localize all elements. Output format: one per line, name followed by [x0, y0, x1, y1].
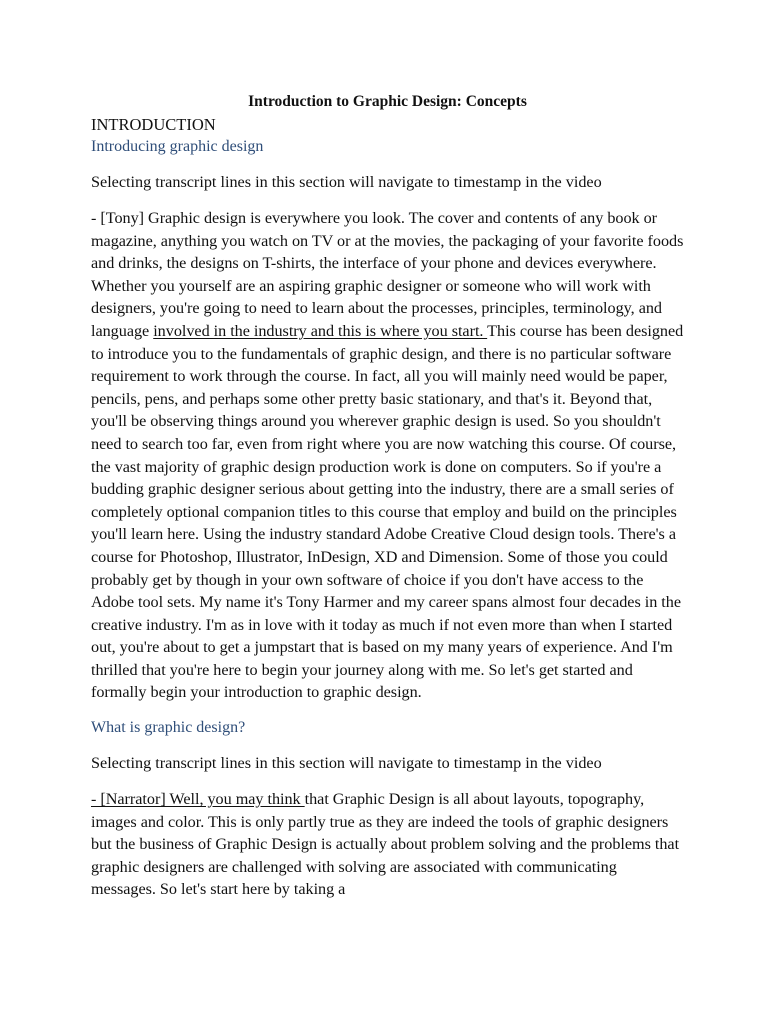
- section-kicker: INTRODUCTION: [91, 115, 216, 134]
- transcript-paragraph-intro: [91, 207, 684, 704]
- section-heading-what-is-graphic-design: What is graphic design?: [91, 719, 246, 737]
- transcript-text: that Graphic Design is all about layouts, topography, images and color. This is only partly true as they are indeed the tools of graphic designers but the business of Graphic Design is actually about problem solving and the problems that graphic designers are challenged with solving are associated with communicating messages. So let's start here by taking a: [91, 790, 680, 899]
- underlined-transcript-text: involved in the industry and this is where you start.: [153, 321, 488, 340]
- document-title: Introduction to Graphic Design: Concepts: [248, 93, 527, 110]
- transcript-text: This course has been designed to introduce you to the fundamentals of graphic design, and there is no particular software requirement to work through the course. In fact, all you will mainly need would be paper, pencils, pens, and perhaps some other pretty basic stationary, and that's it. Beyond that, you'll be observing things around you wherever graphic design is used. So you shouldn't need to search too far, even from right where you are now watching this course. Of course, the vast majority of graphic design production work is done on computers. So if you're a budding graphic designer serious about getting into the industry, there are a small series of completely optional companion titles to this course that employ and build on the principles you'll learn here. Using the industry standard Adobe Creative Cloud design tools. There's a course for Photoshop, Illustrator, InDesign, XD and Dimension. Some of those you could probably get by though in your own software of choice if you don't have access to the Adobe tool sets. My name it's Tony Harmer and my career spans almost four decades in the creative industry. I'm as in love with it today as much if not even more than when I started out, you're about to get a jumpstart that is based on my many years of experience. And I'm thrilled that you're here to begin your journey along with me. So let's get started and formally begin your introduction to graphic design.: [91, 321, 684, 702]
- transcript-paragraph-what-is: [91, 788, 684, 901]
- transcript-note: Selecting transcript lines in this section will navigate to timestamp in the video: [91, 173, 602, 191]
- section-heading-introducing-graphic-design: Introducing graphic design: [91, 138, 264, 155]
- underlined-transcript-text: - [Narrator] Well, you may think: [91, 790, 305, 809]
- transcript-text: - [Tony] Graphic design is everywhere you look. The cover and contents of any book or magazine, anything you watch on TV or at the movies, the packaging of your favorite foods and drinks, the designs on T-shirts, the interface of your phone and devices everywhere. Whether you yourself are an aspiring graphic designer or someone who will work with designers, you're going to need to learn about the processes, principles, terminology, and language: [91, 209, 684, 340]
- transcript-note: Selecting transcript lines in this section will navigate to timestamp in the video: [91, 754, 602, 773]
